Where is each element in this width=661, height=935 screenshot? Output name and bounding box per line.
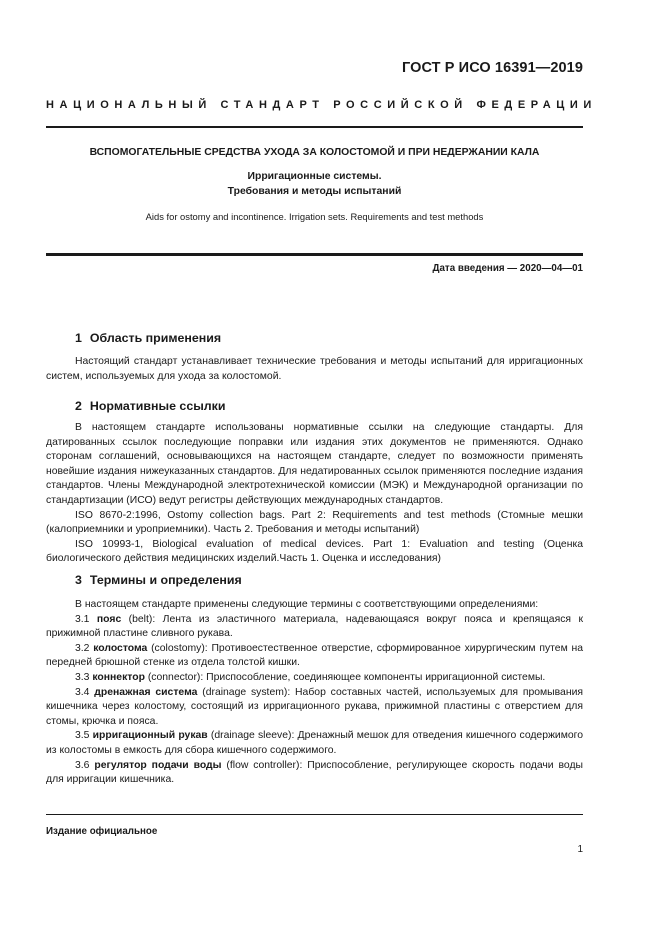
section-number: 3 [75, 573, 82, 587]
term-name: регулятор подачи воды [94, 759, 222, 771]
term-definition [46, 686, 583, 730]
term-definition [46, 613, 583, 642]
section-heading [75, 399, 225, 413]
term-definition [46, 729, 583, 758]
term-text: (colostomy): Противоестественное отверстие, сформированное хирургическим путем на передней брюшной стенке из отдела толстой кишки. [46, 642, 584, 669]
section-number: 2 [75, 399, 82, 413]
section-heading [75, 573, 242, 587]
header-rule [46, 126, 583, 128]
term-definition [46, 642, 583, 671]
section-title: Термины и определения [89, 573, 242, 587]
page-number: 1 [577, 844, 583, 855]
term-text: (belt): Лента из эластичного материала, надевающаяся вокруг пояса и крепящаяся к прижимной пластине сливного рукава. [46, 613, 583, 640]
footer-rule [46, 814, 583, 815]
term-name: коннектор [92, 671, 145, 683]
term-text: (drainage system): Набор составных частей, используемых для промывания кишечника через колостому, состоящий из ирригационного рукава, прижимной пластины с отверстием для стомы, крючка и пояса. [46, 686, 584, 727]
title-rule [46, 253, 583, 256]
term-number: 3.4 [75, 686, 90, 698]
term-number: 3.1 [75, 613, 90, 625]
section-body [46, 355, 583, 384]
term-number: 3.5 [75, 730, 90, 742]
term-name: дренажная система [94, 686, 198, 698]
national-standard-heading: НАЦИОНАЛЬНЫЙ СТАНДАРТ РОССИЙСКОЙ ФЕДЕРАЦИИ [46, 99, 597, 111]
section-number: 1 [75, 331, 82, 345]
section-body [46, 421, 583, 567]
section-title: Нормативные ссылки [89, 399, 226, 413]
section-heading [75, 331, 221, 345]
reference-item: ISO 10993-1, Biological evaluation of medical devices. Part 1: Evaluation and testing (Оценка биологического действия медицинских изделий.Часть 1. Оценка и исследования) [46, 538, 583, 565]
effective-date: Дата введения — 2020—04—01 [432, 263, 583, 274]
term-text: (drainage sleeve): Дренажный мешок для отведения кишечного содержимого из колостомы в емкость для сбора кишечного содержимого. [46, 730, 584, 756]
term-number: 3.2 [75, 642, 90, 654]
term-name: колостома [93, 642, 148, 654]
official-edition-label: Издание официальное [46, 826, 158, 837]
document-title: ВСПОМОГАТЕЛЬНЫЕ СРЕДСТВА УХОДА ЗА КОЛОСТОМОЙ И ПРИ НЕДЕРЖАНИИ КАЛА [89, 147, 540, 158]
term-definition [46, 671, 583, 686]
paragraph: Настоящий стандарт устанавливает технические требования и методы испытаний для ирригационных систем, используемых для ухода за колостомой. [46, 356, 583, 382]
term-number: 3.6 [75, 759, 90, 771]
paragraph: В настоящем стандарте использованы нормативные ссылки на следующие стандарты. Для датированных ссылок последующие поправки или издания этих документов не применяются. Однако сторонам соглашений, основывающихся на настоящем стандарте, следует по возможности применять новейшие издания нижеуказанных стандартов. Для недатированных ссылок применяются последние издания стандартов. Члены Международной электротехнической комиссии (МЭК) и Международной организации по стандартизации (ИСО) ведут регистры действующих международных стандартов. [46, 422, 583, 506]
term-name: ирригационный рукав [92, 730, 208, 742]
term-definition [46, 759, 583, 788]
document-code: ГОСТ Р ИСО 16391—2019 [401, 60, 583, 76]
term-name: пояс [96, 613, 122, 625]
english-title: Aids for ostomy and incontinence. Irrigation sets. Requirements and test methods [145, 211, 484, 222]
document-subtitle-1: Ирригационные системы. [247, 171, 382, 182]
section-title: Область применения [89, 331, 222, 345]
document-subtitle-2: Требования и методы испытаний [227, 186, 402, 197]
term-text: (flow controller): Приспособление, регулирующее скорость подачи воды для ирригации кишечника. [46, 759, 583, 786]
paragraph: В настоящем стандарте применены следующие термины с соответствующими определениями: [75, 599, 539, 610]
term-text: (connector): Приспособление, соединяющее компоненты ирригационной системы. [144, 671, 546, 683]
section-body [46, 598, 583, 788]
reference-item: ISO 8670-2:1996, Ostomy collection bags. Part 2: Requirements and test methods (Стомные мешки (калоприемники и уроприемники). Часть 2. Требования и методы испытаний) [46, 509, 583, 536]
term-number: 3.3 [75, 671, 90, 683]
